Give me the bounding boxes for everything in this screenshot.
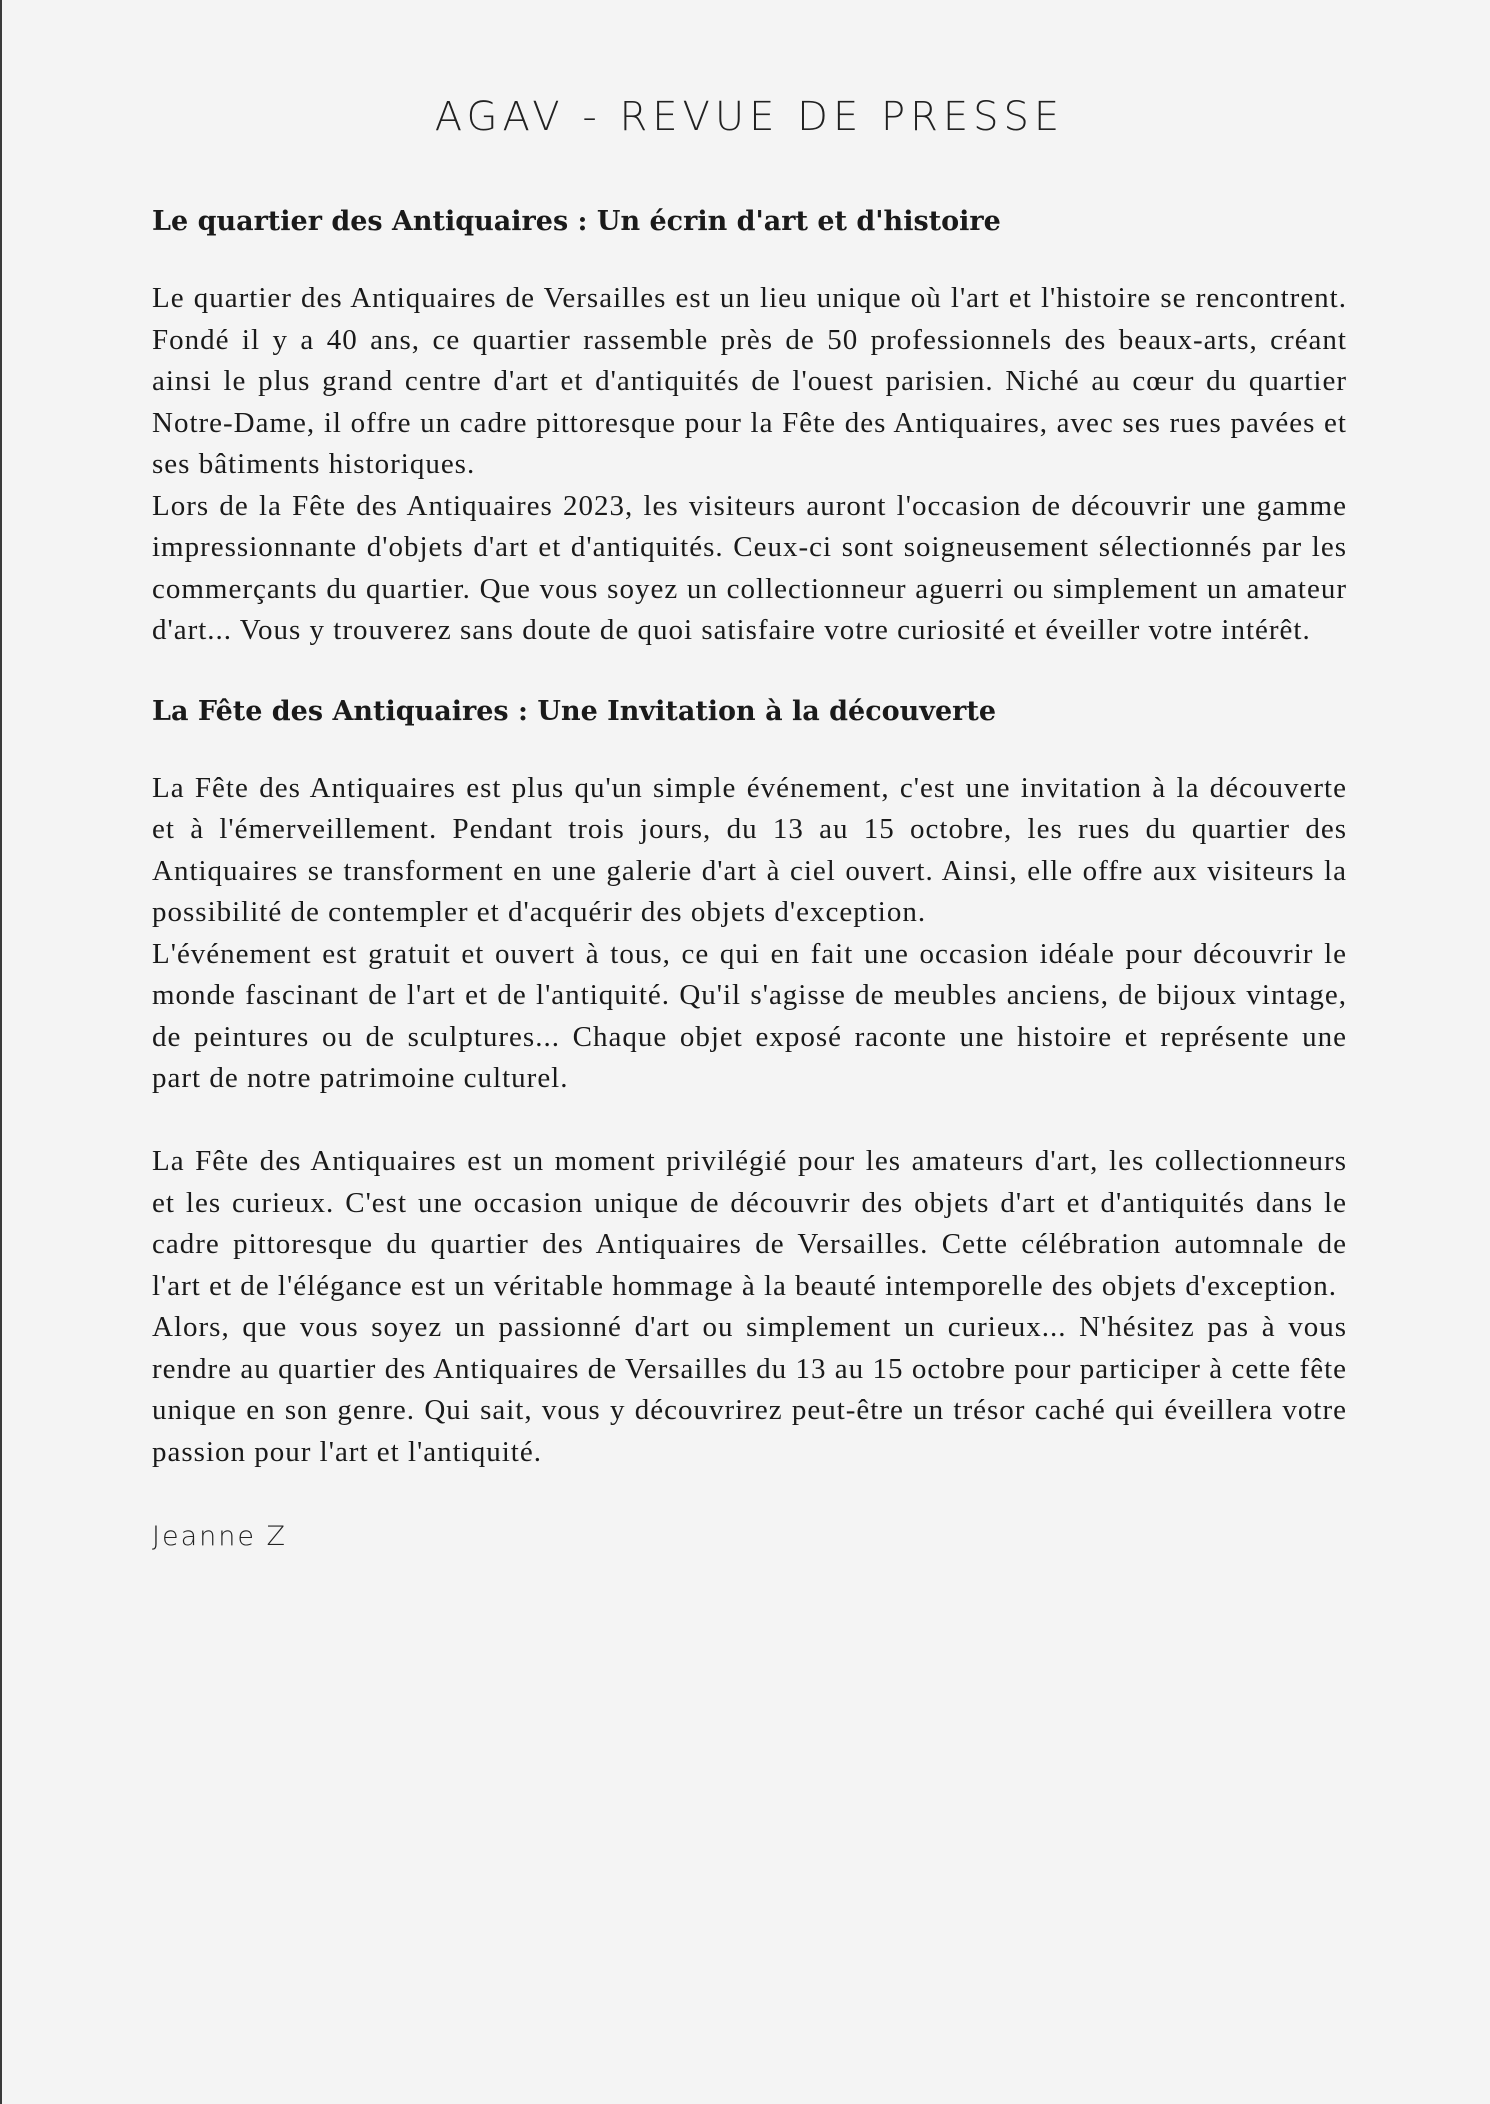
author-signature: Jeanne Z <box>152 1521 288 1552</box>
document-page <box>152 0 1347 1557</box>
paragraph: La Fête des Antiquaires est un moment privilégié pour les amateurs d'art, les collectionneurs et les curieux. C'est une occasion unique de découvrir des objets d'art et d'antiquités dans le cadre pittoresque du quartier des Antiquaires de Versailles. Cette célébration automnale de l'art et de l'élégance est un véritable hommage à la beauté intemporelle des objets d'exception. <box>152 1145 1347 1302</box>
paragraph: Le quartier des Antiquaires de Versailles est un lieu unique où l'art et l'histoire se rencontrent. Fondé il y a 40 ans, ce quartier rassemble près de 50 professionnels des beaux-arts, créant ainsi le plus grand centre d'art et d'antiquités de l'ouest parisien. Niché au cœur du quartier Notre-Dame, il offre un cadre pittoresque pour la Fête des Antiquaires, avec ses rues pavées et ses bâtiments historiques. <box>152 282 1347 480</box>
paragraph: Lors de la Fête des Antiquaires 2023, les visiteurs auront l'occasion de découvrir une gamme impressionnante d'objets d'art et d'antiquités. Ceux-ci sont soigneusement sélectionnés par les commerçants du quartier. Que vous soyez un collectionneur aguerri ou simplement un amateur d'art... Vous y trouverez sans doute de quoi satisfaire votre curiosité et éveiller votre intérêt. <box>152 489 1347 646</box>
paragraph: L'événement est gratuit et ouvert à tous, ce qui en fait une occasion idéale pour découvrir le monde fascinant de l'art et de l'antiquité. Qu'il s'agisse de meubles anciens, de bijoux vintage, de peintures ou de sculptures... Chaque objet exposé raconte une histoire et représente une part de notre patrimoine culturel. <box>152 937 1347 1094</box>
section-heading-quartier: Le quartier des Antiquaires : Un écrin d'art et d'histoire <box>152 206 1001 237</box>
document-title: AGAV - REVUE DE PRESSE <box>434 94 1065 140</box>
paragraph: La Fête des Antiquaires est plus qu'un simple événement, c'est une invitation à la découverte et à l'émerveillement. Pendant trois jours, du 13 au 15 octobre, les rues du quartier des Antiquaires se transforment en une galerie d'art à ciel ouvert. Ainsi, elle offre aux visiteurs la possibilité de contempler et d'acquérir des objets d'exception. <box>152 771 1347 928</box>
paragraph: Alors, que vous soyez un passionné d'art ou simplement un curieux... N'hésitez pas à vous rendre au quartier des Antiquaires de Versailles du 13 au 15 octobre pour participer à cette fête unique en son genre. Qui sait, vous y découvrirez peut-être un trésor caché qui éveillera votre passion pour l'art et l'antiquité. <box>152 1311 1347 1468</box>
section-heading-fete: La Fête des Antiquaires : Une Invitation à la découverte <box>152 695 997 727</box>
